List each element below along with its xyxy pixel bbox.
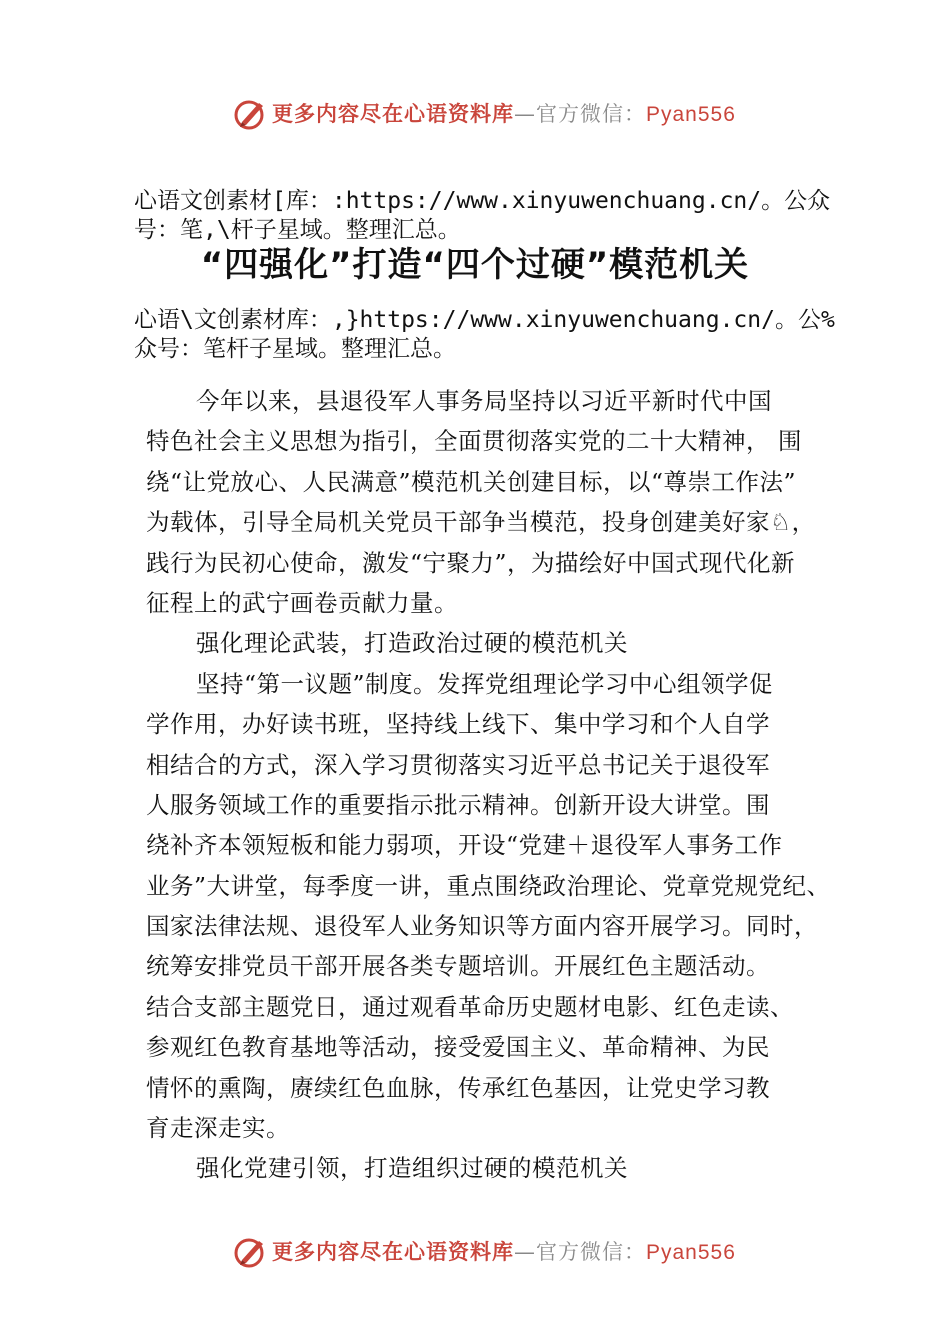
body-text-line: 人服务领域工作的重要指示批示精神。创新开设大讲堂。围 xyxy=(146,790,770,819)
body-text-line: 参观红色教育基地等活动，接受爱国主义、革命精神、为民 xyxy=(146,1033,770,1062)
source-note-line: 众号：笔杆子星域。整理汇总。 xyxy=(134,336,456,362)
document-body xyxy=(146,381,846,1189)
header-banner xyxy=(0,94,950,134)
body-text-line: 践行为民初心使命，激发“宁聚力”，为描绘好中国式现代化新 xyxy=(146,548,796,577)
banner-promo: 更多内容尽在心语资料库 xyxy=(272,101,514,126)
source-note-2 xyxy=(134,306,834,364)
body-text-line: 今年以来，县退役军人事务局坚持以习近平新时代中国 xyxy=(196,387,772,415)
source-note-line: 心语文创素材[库：:https://www.xinyuwenchuang.cn/。公众 xyxy=(134,188,831,214)
pen-logo-icon xyxy=(232,96,268,132)
body-text-line: 相结合的方式，深入学习贯彻落实习近平总书记关于退役军 xyxy=(146,750,770,779)
footer-banner xyxy=(0,1232,950,1272)
body-text-line: 育走深走实。 xyxy=(146,1114,290,1143)
banner-wechat-id: Pyan556 xyxy=(646,103,736,126)
body-text-line: 结合支部主题党日，通过观看革命历史题材电影、红色走读、 xyxy=(146,992,794,1021)
document-title: “四强化”打造“四个过硬”模范机关 xyxy=(200,245,750,285)
banner-dash: — xyxy=(514,102,536,126)
body-text-line: 学作用，办好读书班，坚持线上线下、集中学习和个人自学 xyxy=(146,710,770,739)
source-note-line: 号：笔,\杆子星域。整理汇总。 xyxy=(134,217,461,243)
body-text-line: 强化理论武装，打造政治过硬的模范机关 xyxy=(196,629,628,658)
body-text-line: 绕“让党放心、人民满意”模范机关创建目标，以“尊崇工作法” xyxy=(146,467,797,496)
body-text-line: 强化党建引领，打造组织过硬的模范机关 xyxy=(196,1154,628,1183)
banner-text xyxy=(272,1238,736,1267)
body-text-line: 情怀的熏陶，赓续红色血脉，传承红色基因，让党史学习教 xyxy=(146,1073,770,1102)
banner-wechat-label: 官方微信： xyxy=(536,102,646,126)
source-note-1 xyxy=(134,187,834,245)
banner-text xyxy=(272,100,736,129)
banner-wechat-label: 官方微信： xyxy=(536,1240,646,1264)
source-note-line: 心语\文创素材库：,}https://www.xinyuwenchuang.cn/。公% xyxy=(134,307,835,333)
pen-logo-icon xyxy=(232,1234,268,1270)
body-text-line: 特色社会主义思想为指引，全面贯彻落实党的二十大精神， 围 xyxy=(146,427,802,456)
body-text-line: 为载体，引导全局机关党员干部争当模范，投身创建美好家♘， xyxy=(146,508,816,537)
body-text-line: 统筹安排党员干部开展各类专题培训。开展红色主题活动。 xyxy=(146,952,770,981)
body-text-line: 坚持“第一议题”制度。发挥党组理论学习中心组领学促 xyxy=(196,669,774,698)
banner-promo: 更多内容尽在心语资料库 xyxy=(272,1239,514,1264)
body-text-line: 征程上的武宁画卷贡献力量。 xyxy=(146,588,458,617)
body-text-line: 业务”大讲堂，每季度一讲，重点围绕政治理论、党章党规党纪、 xyxy=(146,871,831,900)
banner-dash: — xyxy=(514,1240,536,1264)
body-text-line: 国家法律法规、退役军人业务知识等方面内容开展学习。同时， xyxy=(146,912,818,941)
body-text-line: 绕补齐本领短板和能力弱项，开设“党建＋退役军人事务工作 xyxy=(146,831,783,860)
banner-wechat-id: Pyan556 xyxy=(646,1241,736,1264)
